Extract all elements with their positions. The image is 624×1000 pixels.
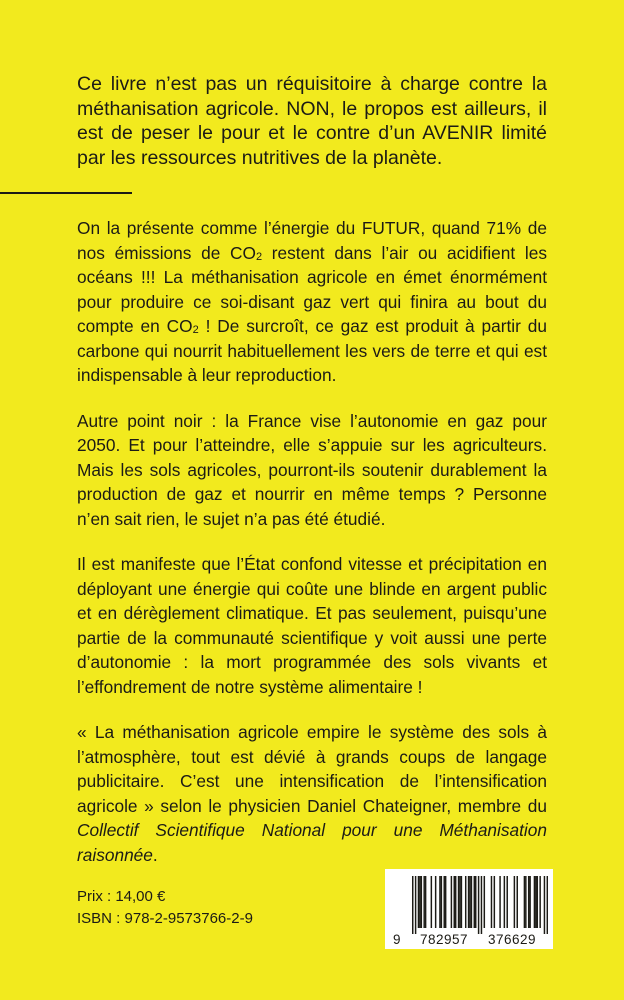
barcode-bar bbox=[418, 876, 419, 928]
barcode-bar bbox=[494, 876, 495, 928]
barcode-bar bbox=[451, 876, 452, 928]
quote-text: « La méthanisation agricole empire le système des sols à l’atmosphère, tout est dévié à grands coups de langage publicitaire. C’est une intensification de l’intensification agricole » selon le physicien Daniel Chateigner, membre du bbox=[77, 722, 547, 816]
barcode-bar bbox=[534, 876, 535, 928]
barcode-bar bbox=[455, 876, 456, 928]
barcode-bar bbox=[514, 876, 515, 928]
barcode-guard-bar bbox=[547, 876, 548, 934]
barcode-bar bbox=[431, 876, 432, 928]
barcode-bar bbox=[475, 876, 476, 928]
paragraph-1-part-c: ! De surcroît, ce gaz est produit à partir du carbone qui nourrit habituellement les vers de terre et qui est indispensable à leur reproduction. bbox=[77, 316, 547, 385]
barcode-bar bbox=[465, 876, 466, 928]
barcode-guard-bar bbox=[544, 876, 545, 934]
barcode-bar bbox=[439, 876, 440, 928]
barcode-bar bbox=[484, 876, 485, 928]
barcode-bar bbox=[419, 876, 420, 928]
barcode-guard-bar bbox=[415, 876, 416, 934]
quote-end: . bbox=[152, 844, 158, 865]
barcode-bar bbox=[537, 876, 538, 928]
barcode bbox=[385, 869, 553, 949]
intro-paragraph: Ce livre n’est pas un réquisitoire à charge contre la méthanisation agricole. NON, le propos est ailleurs, il est de peser le pour et le contre d’un AVENIR limité par les ressources nutritives de la planète. bbox=[77, 73, 547, 169]
barcode-bars bbox=[412, 876, 548, 934]
quote-paragraph bbox=[77, 720, 547, 867]
barcode-bar bbox=[435, 876, 436, 928]
barcode-bar bbox=[517, 876, 518, 928]
barcode-bar bbox=[421, 876, 422, 928]
barcode-digit-group-2: 376629 bbox=[488, 932, 537, 947]
barcode-bar bbox=[529, 876, 530, 928]
isbn-label: ISBN : 978-2-9573766-2-9 bbox=[77, 910, 253, 927]
collective-name: Collectif Scientifique National pour une Méthanisation raisonnée bbox=[77, 820, 547, 865]
barcode-bar bbox=[499, 876, 500, 928]
body-text bbox=[77, 216, 547, 888]
barcode-digit-first: 9 bbox=[393, 932, 402, 947]
barcode-bar bbox=[454, 876, 455, 928]
paragraph-1 bbox=[77, 216, 547, 388]
barcode-bar bbox=[491, 876, 492, 928]
barcode-guard-bar bbox=[412, 876, 413, 934]
divider-rule bbox=[0, 192, 132, 194]
barcode-guard-bar bbox=[478, 876, 479, 934]
barcode-bar bbox=[423, 876, 424, 928]
barcode-bar bbox=[469, 876, 470, 928]
barcode-bar bbox=[441, 876, 442, 928]
paragraph-1-part-b: restent dans l’air ou acidifient les océans !!! La méthanisation agricole en émet énormément pour produire ce soi-disant gaz vert qui finira au bout du compte en CO bbox=[77, 242, 547, 336]
barcode-bar bbox=[445, 876, 446, 928]
barcode-bar bbox=[443, 876, 444, 928]
co2-subscript: 2 bbox=[255, 250, 263, 263]
barcode-bar bbox=[525, 876, 526, 928]
co2-subscript: 2 bbox=[192, 324, 199, 336]
barcode-bar bbox=[425, 876, 426, 928]
price-block bbox=[77, 886, 253, 930]
paragraph-1-part-a: On la présente comme l’énergie du FUTUR, quand 71% de nos émissions de CO bbox=[77, 218, 547, 263]
barcode-bar bbox=[461, 876, 462, 928]
barcode-guard-bar bbox=[481, 876, 482, 934]
paragraph-3: Il est manifeste que l’État confond vitesse et précipitation en déployant une énergie qui coûte une blinde en argent public et en dérèglement climatique. Et pas seulement, puisqu’une partie de la communauté scientifique y voit aussi une perte d’autonomie : la mort programmée des sols vivants et l’effondrement de notre système alimentaire ! bbox=[77, 554, 547, 697]
barcode-bar bbox=[528, 876, 529, 928]
barcode-bar bbox=[458, 876, 459, 928]
barcode-bar bbox=[471, 876, 472, 928]
barcode-bar bbox=[474, 876, 475, 928]
barcode-bar bbox=[524, 876, 525, 928]
barcode-bar bbox=[504, 876, 505, 928]
barcode-bar bbox=[539, 876, 540, 928]
barcode-bar bbox=[459, 876, 460, 928]
barcode-digit-group-1: 782957 bbox=[420, 932, 469, 947]
barcode-bar bbox=[535, 876, 536, 928]
barcode-bar bbox=[506, 876, 507, 928]
barcode-bar bbox=[468, 876, 469, 928]
price-label: Prix : 14,00 € bbox=[77, 888, 166, 905]
paragraph-2: Autre point noir : la France vise l’autonomie en gaz pour 2050. Et pour l’atteindre, elle s’appuie sur les agriculteurs. Mais les sols agricoles, pourront-ils soutenir durablement la production de gaz et nourrir en même temps ? Personne n’en sait rien, le sujet n’a pas été étudié. bbox=[77, 410, 547, 529]
